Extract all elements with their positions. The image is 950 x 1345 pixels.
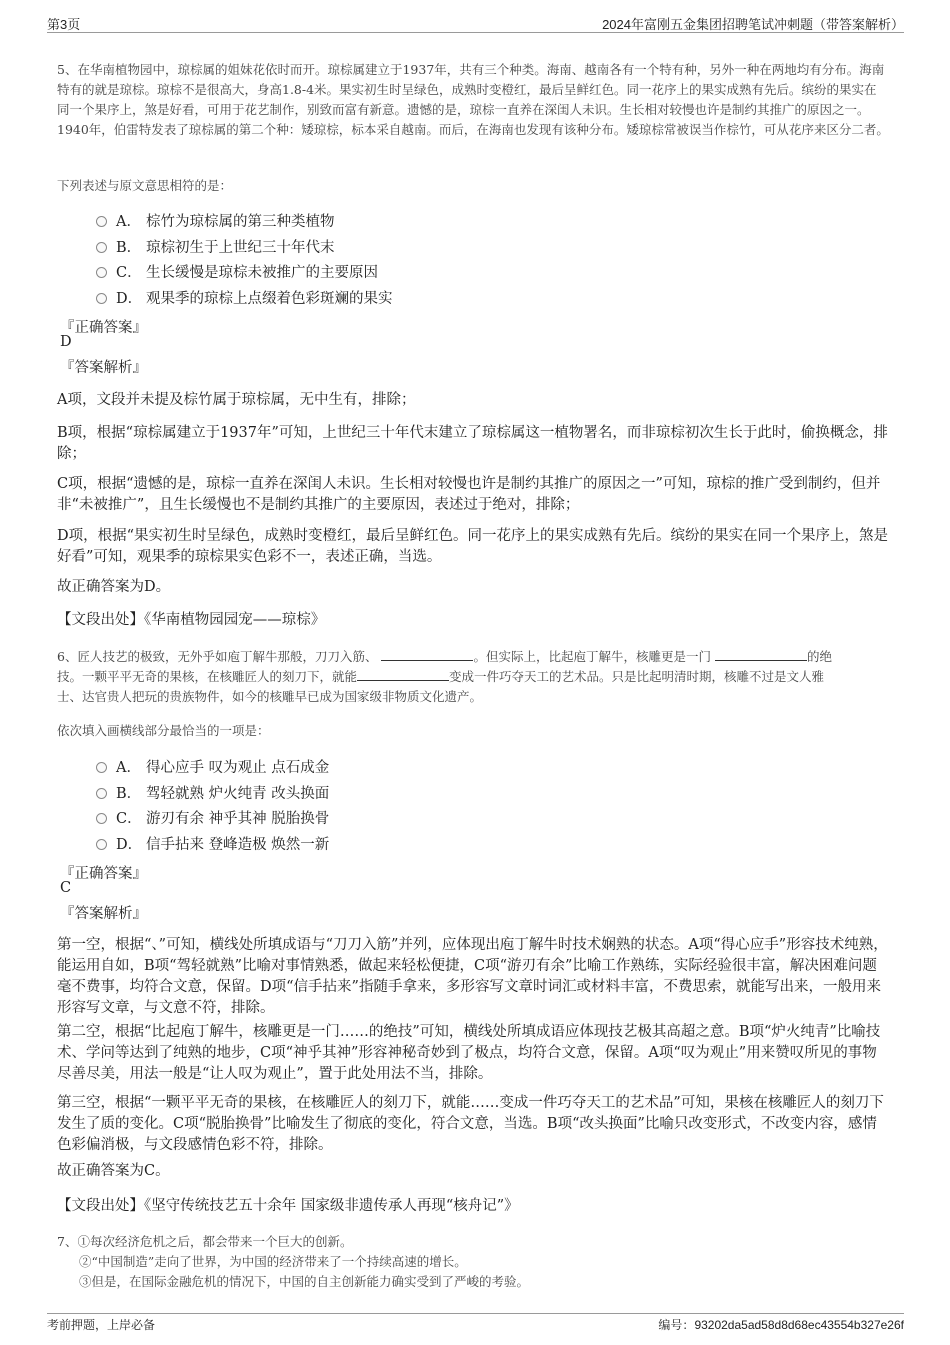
q6-analysis-blank-1: 第一空，根据“、”可知，横线处所填成语与“刀刀入筋”并列，应体现出庖丁解牛时技术娴熟的状态。A项“得心应手”形容技术纯熟，能运用自如，B项“驾轻就熟”比喻对事情熟悉，做起来轻松便捷，C项“游刃有余”比喻工作熟练，实际经验很丰富，解决困难问题毫不费事，均符合文意，保留。D项“信手拈来”指随手拿来，多形容写文章时词汇或材料丰富，不费思索，就能写出来，一般用来形容写文章，与文意不符，排除。 — [57, 937, 888, 1016]
q5-option-b[interactable]: B． 琼棕初生于上世纪三十年代末 — [96, 236, 335, 258]
q5-analysis-label: 『答案解析』 — [60, 360, 147, 376]
q5-analysis-b: B项，根据“琼棕属建立于1937年”可知，上世纪三十年代末建立了琼棕属这一植物署名，而非琼棕初次生长于此时，偷换概念，排除； — [57, 425, 888, 462]
blank-2[interactable] — [715, 648, 807, 661]
radio-icon[interactable] — [96, 762, 107, 773]
page-header — [47, 12, 904, 33]
q6-line-3: 士、达官贵人把玩的贵族物件，如今的核雕早已成为国家级非物质文化遗产。 — [57, 689, 483, 704]
q6-source: 【文段出处】《坚守传统技艺五十余年 国家级非遗传承人再现“核舟记”》 — [57, 1198, 519, 1214]
q5-passage: 5、在华南植物园中，琼棕属的姐妹花依时而开。琼棕属建立于1937年，共有三个种类。海南、越南各有一个特有种，另外一种在两地均有分布。海南特有的就是琼棕。琼棕不是很高大，身高1.8-4米。果实初生时呈绿色，成熟时变橙红，最后呈鲜红色。同一花序上的果实成熟有先后。缤纷的果实在同一个果序上，煞是好看，可用于花艺制作，别致而富有新意。遗憾的是，琼棕一直养在深闺人未识。生长相对较慢也许是制约其推广的原因之一。1940年，伯雷特发表了琼棕属的第二个种：矮琼棕，标本采自越南。而后，在海南也发现有该种分布。矮琼棕常被误当作棕竹，可从花序来区分二者。 — [57, 62, 889, 137]
page-number: 第3页 — [47, 17, 81, 32]
q6-line-2: 技。一颗平平无奇的果核，在核雕匠人的刻刀下，就能 变成一件巧夺天工的艺术品。只是比起明清时期，核雕不过是文人雅 — [57, 669, 825, 684]
q6-answer: C — [60, 880, 72, 896]
q5-analysis-c: C项，根据“遗憾的是，琼棕一直养在深闺人未识。生长相对较慢也许是制约其推广的原因之一”可知，琼棕的推广受到制约，但并非“未被推广”，且生长缓慢也不是制约其推广的主要原因，表述过于绝对，排除； — [57, 476, 881, 513]
q7-line-3: ③但是，在国际金融危机的情况下，中国的自主创新能力确实受到了严峻的考验。 — [79, 1274, 530, 1289]
q6-prompt: 依次填入画横线部分最恰当的一项是： — [57, 723, 270, 738]
footer-slogan: 考前押题，上岸必备 — [47, 1318, 156, 1332]
q6-answer-label: 『正确答案』 — [60, 866, 147, 882]
radio-icon[interactable] — [96, 242, 107, 253]
q5-answer-label: 『正确答案』 — [60, 320, 147, 336]
q6-option-c[interactable]: C． 游刃有余 神乎其神 脱胎换骨 — [96, 807, 329, 829]
q6-option-a[interactable]: A． 得心应手 叹为观止 点石成金 — [96, 756, 329, 778]
q6-analysis-blank-2: 第二空，根据“比起庖丁解牛，核雕更是一门……的绝技”可知，横线处所填成语应体现技艺极其高超之意。B项“炉火纯青”比喻技术、学问等达到了纯熟的地步，C项“神乎其神”形容神秘奇妙到了极点，均符合文意，保留。A项“叹为观止”用来赞叹所见的事物尽善尽美，用法一般是“让人叹为观止”，置于此处用法不当，排除。 — [57, 1024, 881, 1082]
q6-analysis-blank-3: 第三空，根据“一颗平平无奇的果核，在核雕匠人的刻刀下，就能……变成一件巧夺天工的艺术品”可知，果核在核雕匠人的刻刀下发生了质的变化。C项“脱胎换骨”比喻发生了彻底的变化，符合文意，当选。B项“改头换面”比喻只改变形式，不改变内容，感情色彩偏消极，与文段感情色彩不符，排除。 — [57, 1095, 884, 1153]
blank-1[interactable] — [381, 648, 473, 661]
radio-icon[interactable] — [96, 788, 107, 799]
q6-option-b[interactable]: B． 驾轻就熟 炉火纯青 改头换面 — [96, 782, 329, 804]
q6-conclusion: 故正确答案为C。 — [57, 1163, 170, 1179]
q5-option-d[interactable]: D． 观果季的琼棕上点缀着色彩斑斓的果实 — [96, 287, 393, 309]
radio-icon[interactable] — [96, 839, 107, 850]
q5-conclusion: 故正确答案为D。 — [57, 579, 171, 595]
q5-analysis-d: D项，根据“果实初生时呈绿色，成熟时变橙红，最后呈鲜红色。同一花序上的果实成熟有先后。缤纷的果实在同一个果序上，煞是好看”可知，观果季的琼棕果实色彩不一，表述正确，当选。 — [57, 528, 889, 565]
radio-icon[interactable] — [96, 267, 107, 278]
q5-source: 【文段出处】《华南植物园园宠——琼棕》 — [57, 612, 326, 628]
page-footer — [47, 1313, 904, 1334]
q6-analysis-label: 『答案解析』 — [60, 906, 147, 922]
radio-icon[interactable] — [96, 293, 107, 304]
footer-code: 编号：93202da5ad58d8d68ec43554b327e26f — [658, 1318, 904, 1332]
blank-3[interactable] — [357, 668, 449, 681]
q7-line-2: ②“中国制造”走向了世界，为中国的经济带来了一个持续高速的增长。 — [79, 1254, 467, 1269]
q5-answer: D — [60, 334, 72, 350]
q5-prompt: 下列表述与原文意思相符的是： — [57, 178, 233, 193]
q6-line-1: 6、匠人技艺的极致，无外乎如庖丁解牛那般，刀刀入筋、 。但实际上，比起庖丁解牛，核雕更是一门 的绝 — [57, 649, 832, 664]
radio-icon[interactable] — [96, 813, 107, 824]
q5-option-c[interactable]: C． 生长缓慢是琼棕未被推广的主要原因 — [96, 261, 378, 283]
q5-option-a[interactable]: A． 棕竹为琼棕属的第三种类植物 — [96, 210, 335, 232]
q5-analysis-a: A项，文段并未提及棕竹属于琼棕属，无中生有，排除； — [57, 392, 416, 408]
radio-icon[interactable] — [96, 216, 107, 227]
document-title: 2024年富刚五金集团招聘笔试冲刺题（带答案解析） — [602, 17, 904, 32]
q6-option-d[interactable]: D． 信手拈来 登峰造极 焕然一新 — [96, 833, 329, 855]
q7-line-1: 7、①每次经济危机之后，都会带来一个巨大的创新。 — [57, 1234, 353, 1249]
